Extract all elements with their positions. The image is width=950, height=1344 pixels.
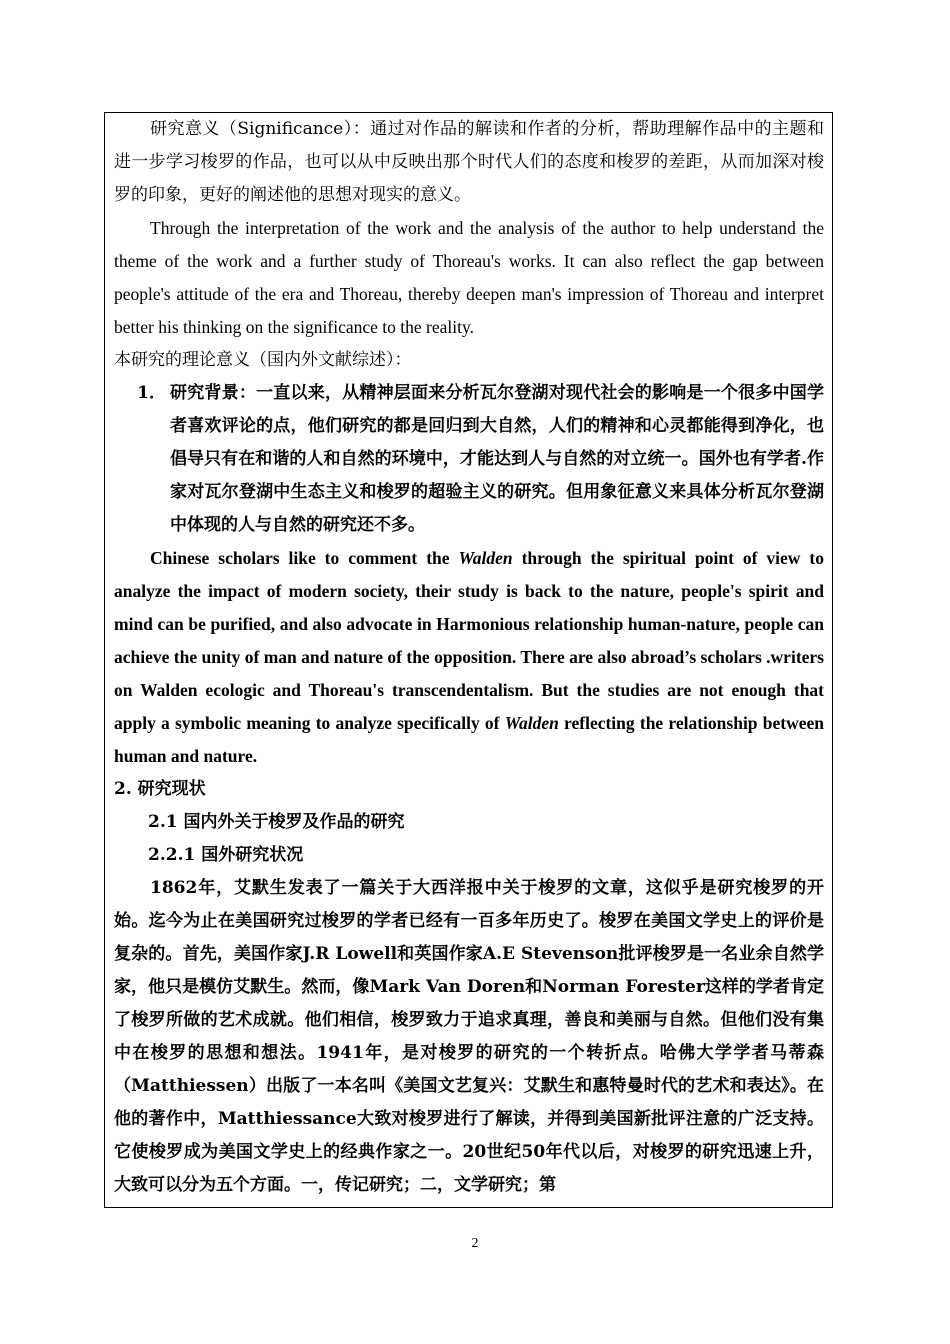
foreign-research-paragraph: 1862年，艾默生发表了一篇关于大西洋报中关于梭罗的文章，这似乎是研究梭罗的开始。迄今为止在美国研究过梭罗的学者已经有一百多年历史了。梭罗在美国文学史上的评价是复杂的。首先，美国作家J.R Lowell和英国作家A.E Stevenson批评梭罗是一名业余自然学家，他只是模仿艾默生。然而，像Mark Van Doren和Norman Forester这样的学者肯定了梭罗所做的艺术成就。他们相信，梭罗致力于追求真理，善良和美丽与自然。但他们没有集中在梭罗的思想和想法。1941年，是对梭罗的研究的一个转折点。哈佛大学学者马蒂森（Matthiessen）出版了一本名叫《美国文艺复兴：艾默生和惠特曼时代的艺术和表达》。在他的著作中，Matthiessance大致对梭罗进行了解读，并得到美国新批评注意的广泛支持。它使梭罗成为美国文学史上的经典作家之一。20世纪50年代以后，对梭罗的研究迅速上升，大致可以分为五个方面。一，传记研究；二，文学研究；第: [114, 878, 824, 1195]
list-item-research-background: [114, 377, 824, 542]
document-body: [114, 113, 824, 1202]
research-background-cn: 研究背景：一直以来，从精神层面来分析瓦尔登湖对现代社会的影响是一个很多中国学者喜欢评论的点，他们研究的都是回归到大自然，人们的精神和心灵都能得到净化，也倡导只有在和谐的人和自然的环境中，才能达到人与自然的对立统一。国外也有学者.作家对瓦尔登湖中生态主义和梭罗的超验主义的研究。但用象征意义来具体分析瓦尔登湖中体现的人与自然的研究还不多。: [170, 383, 824, 535]
document-frame: [104, 112, 833, 1208]
subsection-heading-2-1: 2.1 国内外关于梭罗及作品的研究: [148, 812, 405, 832]
theory-heading: 本研究的理论意义（国内外文献综述）：: [114, 350, 412, 370]
significance-paragraph-en: Through the interpretation of the work and the analysis of the author to help understand the theme of the work and a further study of Thoreau's works. It can also reflect the gap between people's attitude of the era and Thoreau, thereby deepen man's impression of Thoreau and interpret better his thinking on the significance to the reality.: [114, 218, 824, 337]
walden-title: Walden: [458, 548, 513, 568]
significance-paragraph-cn: 研究意义（Significance）：通过对作品的解读和作者的分析，帮助理解作品中的主题和进一步学习梭罗的作品，也可以从中反映出那个时代人们的态度和梭罗的差距，从而加深对梭罗的印象，更好的阐述他的思想对现实的意义。: [114, 119, 824, 205]
section-heading-status: 2. 研究现状: [114, 779, 206, 799]
list-number: 1．: [137, 383, 166, 403]
subsection-heading-2-2-1: 2.2.1 国外研究状况: [148, 845, 304, 865]
page-number: 2: [471, 1236, 479, 1251]
research-background-en: Chinese scholars like to comment the Walden through the spiritual point of view to analyze the impact of modern society, their study is back to the nature, people's spirit and mind can be purified, and also advocate in Harmonious relationship human-nature, people can achieve the unity of man and nature of the opposition. There are also abroad’s scholars .writers on Walden ecologic and Thoreau's transcendentalism. But the studies are not enough that apply a symbolic meaning to analyze specifically of Walden reflecting the relationship between human and nature.: [114, 548, 824, 766]
walden-title: Walden: [504, 713, 559, 733]
